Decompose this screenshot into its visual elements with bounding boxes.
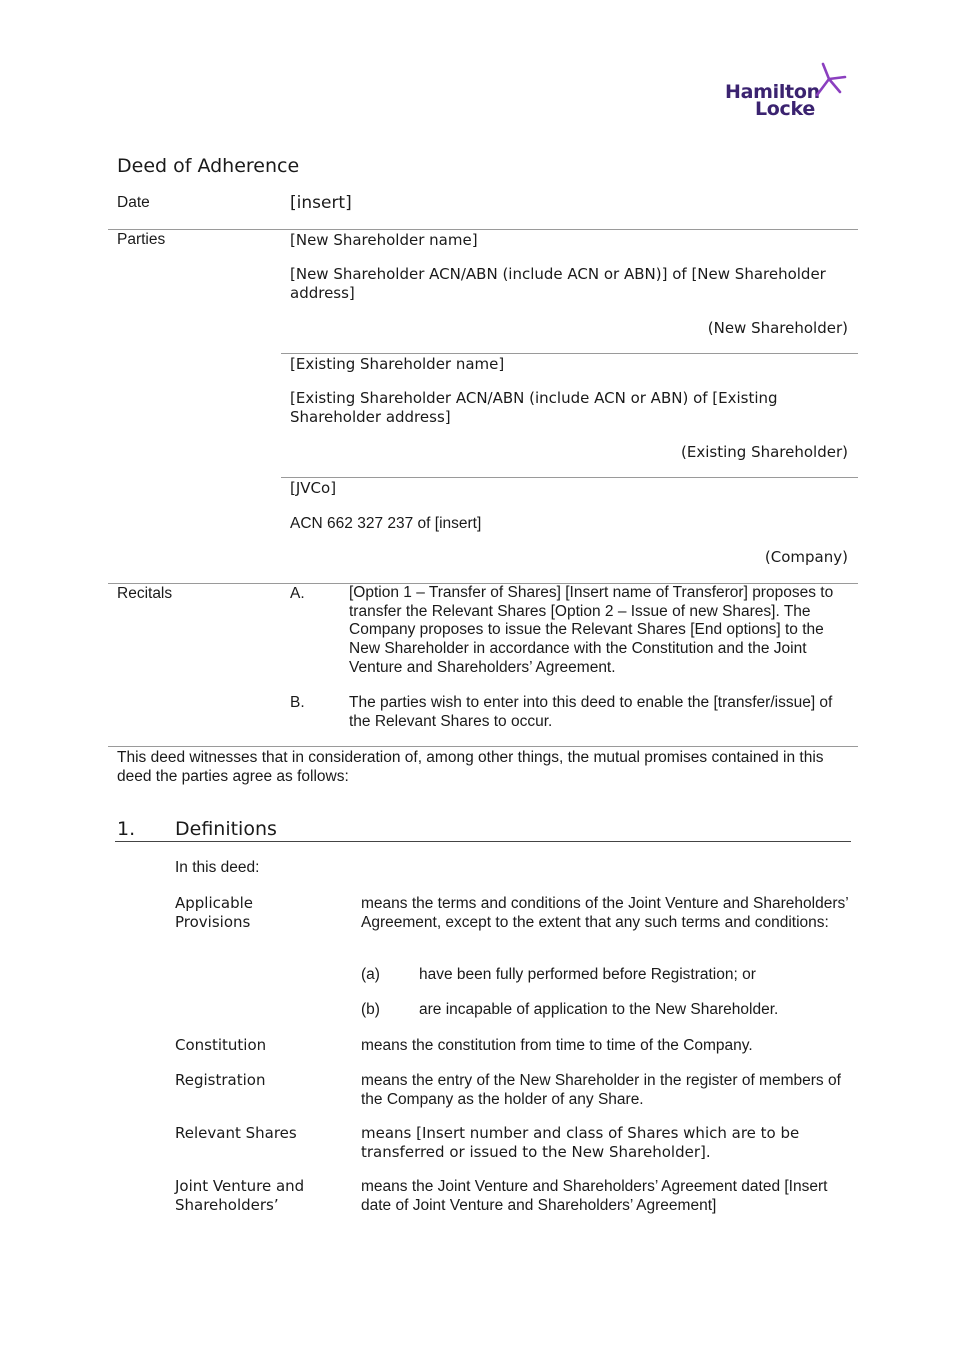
recital-number: B. [290,694,305,711]
definition-term: Relevant Shares [175,1124,297,1142]
company-name: [JVCo] [290,479,337,497]
subitem-text: have been fully performed before Registration; or [419,966,756,983]
date-label: Date [117,194,150,211]
divider [108,746,858,747]
logo-star-icon [809,62,849,98]
subitem-number: (b) [361,1001,380,1018]
new-shareholder-name: [New Shareholder name] [290,231,478,249]
date-value: [insert] [290,193,352,213]
recital-number: A. [290,585,305,602]
definitions-intro: In this deed: [175,859,260,876]
definition-meaning: means the terms and conditions of the Joint Venture and Shareholders’ Agreement, except to the extent that any such terms and conditions: [361,895,849,931]
recital-text: [Option 1 – Transfer of Shares] [Insert name of Transferor] proposes to transfer the Relevant Shares [Option 2 – Issue of new Shares]. The Company proposes to issue the Relevant Shares [End options] to the New Shareholder in accordance with the Constitution and the Joint Venture and Shareholders’ Agreement. [349,584,834,676]
logo-text-line1: Hamilton [725,81,820,103]
section-heading: Definitions [175,818,277,840]
parties-label: Parties [117,231,166,248]
new-shareholder-role: (New Shareholder) [707,319,848,337]
definition-term: Constitution [175,1036,267,1054]
subitem-number: (a) [361,966,380,983]
existing-shareholder-name: [Existing Shareholder name] [290,355,505,373]
definition-meaning: means the entry of the New Shareholder in the register of members of the Company as the holder of any Share. [361,1072,841,1108]
existing-shareholder-details: [Existing Shareholder ACN/ABN (include ACN or ABN) of [Existing Shareholder address] [290,389,778,426]
existing-shareholder-role: (Existing Shareholder) [681,443,848,461]
definition-term: Registration [175,1071,266,1089]
definition-meaning: means the constitution from time to time of the Company. [361,1037,753,1054]
new-shareholder-details: [New Shareholder ACN/ABN (include ACN or ABN)] of [New Shareholder address] [290,265,826,302]
definition-meaning: means [Insert number and class of Shares which are to be transferred or issued to the New Shareholder]. [361,1124,800,1161]
definition-meaning: means the Joint Venture and Shareholders’ Agreement dated [Insert date of Joint Venture and Shareholders’ Agreement] [361,1178,828,1214]
document-title: Deed of Adherence [117,155,300,177]
divider [281,353,858,354]
recitals-label: Recitals [117,585,173,602]
section-underline [115,841,851,842]
logo-text-line2: Locke [755,98,815,120]
company-role: (Company) [764,548,848,566]
witness-clause: This deed witnesses that in consideration of, among other things, the mutual promises contained in this deed the parties agree as follows: [117,749,824,785]
company-details: ACN 662 327 237 of [insert] [290,515,482,532]
divider [108,229,858,230]
section-number: 1. [117,818,136,840]
divider [281,477,858,478]
definition-term: Joint Venture and Shareholders’ [175,1177,305,1214]
company-logo [724,62,854,122]
definition-term: Applicable Provisions [175,894,253,931]
recital-text: The parties wish to enter into this deed to enable the [transfer/issue] of the Relevant Shares to occur. [349,694,833,730]
subitem-text: are incapable of application to the New Shareholder. [419,1001,779,1018]
